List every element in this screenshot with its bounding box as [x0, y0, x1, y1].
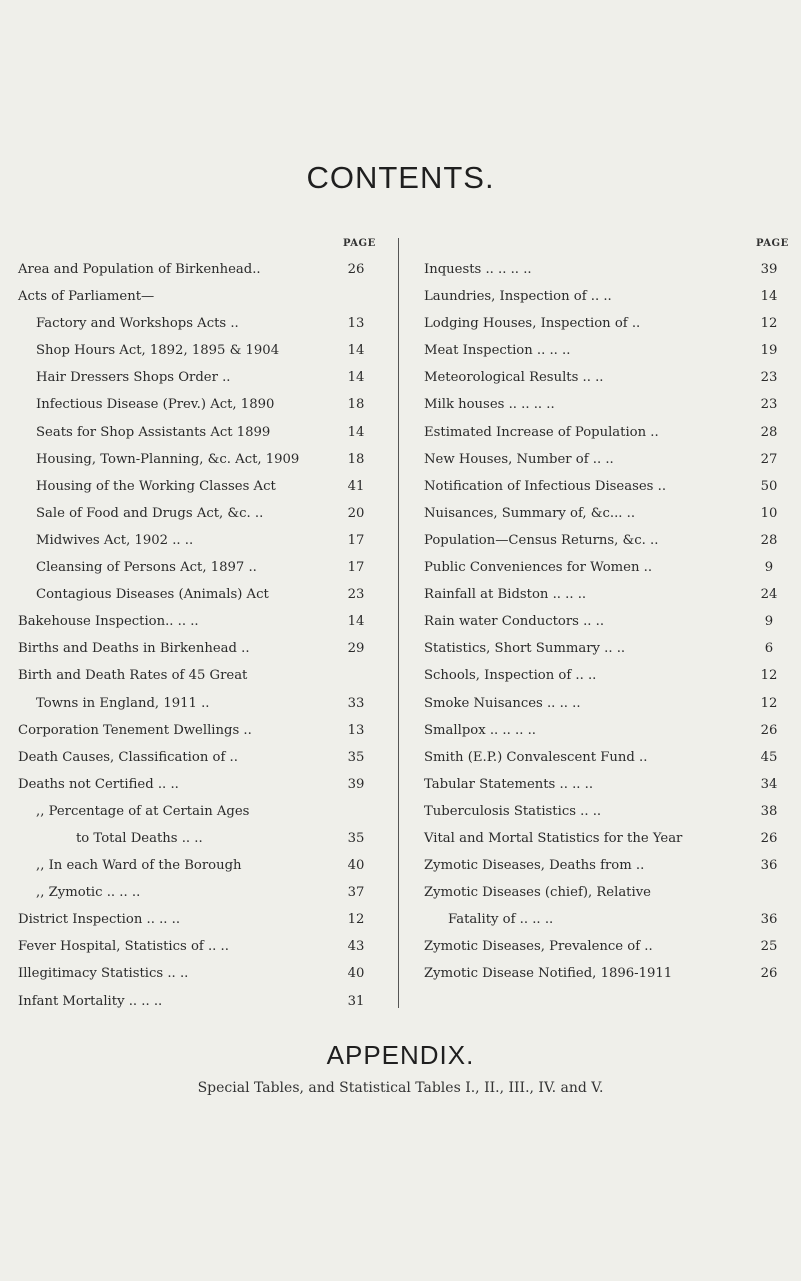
entry-label: Bakehouse Inspection.. .. ..	[18, 614, 199, 630]
contents-left-column	[0, 232, 390, 1015]
entry-page-number: 12	[760, 668, 778, 684]
entry-label: Seats for Shop Assistants Act 1899	[36, 424, 271, 440]
page-column-header: PAGE	[756, 238, 789, 249]
contents-entry	[400, 825, 786, 852]
entry-label: Housing of the Working Classes Act	[36, 478, 276, 494]
entry-label: Zymotic Diseases, Prevalence of ..	[424, 939, 653, 955]
entry-label: New Houses, Number of .. ..	[424, 451, 614, 467]
entry-label: Cleansing of Persons Act, 1897 ..	[36, 560, 257, 576]
contents-entry	[0, 879, 390, 906]
contents-entry	[0, 717, 390, 744]
contents-entry	[400, 581, 786, 608]
entry-label: Population—Census Returns, &c. ..	[424, 532, 659, 548]
entry-page-number: 34	[760, 776, 778, 792]
contents-entry	[400, 419, 786, 446]
entry-page-number: 6	[764, 641, 774, 657]
contents-entry	[400, 446, 786, 473]
entry-label: ,, Percentage of at Certain Ages	[36, 803, 250, 819]
entry-page-number: 23	[760, 397, 778, 413]
contents-entry	[0, 337, 390, 364]
contents-entry	[0, 419, 390, 446]
entry-label: Lodging Houses, Inspection of ..	[424, 316, 641, 332]
entry-label: Housing, Town-Planning, &c. Act, 1909	[36, 451, 300, 467]
entry-label: Estimated Increase of Population ..	[424, 424, 659, 440]
contents-entry	[0, 581, 390, 608]
column-divider	[398, 238, 399, 1008]
entry-label: Fatality of .. .. ..	[448, 912, 554, 928]
contents-entry	[0, 256, 390, 283]
entry-label: Milk houses .. .. .. ..	[424, 397, 555, 413]
entry-label: Illegitimacy Statistics .. ..	[18, 966, 189, 982]
contents-entry	[0, 635, 390, 662]
entry-label: Schools, Inspection of .. ..	[424, 668, 597, 684]
entry-label: District Inspection .. .. ..	[18, 912, 181, 928]
entry-label: ,, In each Ward of the Borough	[36, 858, 242, 874]
contents-entry	[0, 744, 390, 771]
contents-entry	[400, 906, 786, 933]
entry-label: Smallpox .. .. .. ..	[424, 722, 536, 738]
entry-label: Sale of Food and Drugs Act, &c. ..	[36, 505, 264, 521]
entry-page-number: 10	[760, 505, 778, 521]
entry-page-number: 25	[760, 939, 778, 955]
entry-label: Zymotic Diseases (chief), Relative	[424, 885, 651, 901]
entry-label: Notification of Infectious Diseases ..	[424, 478, 667, 494]
entry-label: Infant Mortality .. .. ..	[18, 993, 163, 1009]
entry-page-number: 18	[347, 451, 365, 467]
page-column-header: PAGE	[343, 238, 376, 249]
entry-page-number: 31	[347, 993, 365, 1009]
entry-label: Rain water Conductors .. ..	[424, 614, 605, 630]
entry-label: Laundries, Inspection of .. ..	[424, 289, 612, 305]
contents-entry	[400, 364, 786, 391]
entry-label: Vital and Mortal Statistics for the Year	[424, 830, 683, 846]
entry-label: Acts of Parliament—	[18, 289, 155, 305]
entry-page-number: 17	[347, 532, 365, 548]
entry-label: Statistics, Short Summary .. ..	[424, 641, 626, 657]
contents-entry	[400, 798, 786, 825]
entry-page-number: 14	[347, 614, 365, 630]
entry-label: Tabular Statements .. .. ..	[424, 776, 594, 792]
entry-page-number: 50	[760, 478, 778, 494]
contents-entry	[400, 933, 786, 960]
contents-entry	[400, 960, 786, 987]
contents-entry	[400, 554, 786, 581]
entry-label: Factory and Workshops Acts ..	[36, 316, 239, 332]
entry-page-number: 18	[347, 397, 365, 413]
entry-label: Midwives Act, 1902 .. ..	[36, 532, 194, 548]
entry-label: Death Causes, Classification of ..	[18, 749, 238, 765]
entry-label: Smith (E.P.) Convalescent Fund ..	[424, 749, 648, 765]
entry-page-number: 28	[760, 424, 778, 440]
entry-label: Tuberculosis Statistics .. ..	[424, 803, 602, 819]
entry-page-number: 19	[760, 343, 778, 359]
page-title: CONTENTS.	[306, 160, 495, 195]
entry-label: Corporation Tenement Dwellings ..	[18, 722, 252, 738]
contents-entry	[0, 473, 390, 500]
entry-page-number: 35	[347, 749, 365, 765]
entry-label: ,, Zymotic .. .. ..	[36, 885, 141, 901]
entry-page-number: 26	[760, 830, 778, 846]
entry-label: Meteorological Results .. ..	[424, 370, 604, 386]
contents-entry	[0, 500, 390, 527]
contents-entry	[0, 446, 390, 473]
entry-label: Zymotic Diseases, Deaths from ..	[424, 858, 645, 874]
entry-page-number: 26	[347, 262, 365, 277]
contents-entry	[0, 825, 390, 852]
contents-entry	[400, 879, 786, 906]
contents-entry	[0, 283, 390, 310]
contents-entry	[400, 256, 786, 283]
contents-entry	[0, 527, 390, 554]
entry-label: Fever Hospital, Statistics of .. ..	[18, 939, 229, 955]
entry-label: Hair Dressers Shops Order ..	[36, 370, 231, 386]
entry-page-number: 39	[760, 262, 778, 277]
contents-right-column	[400, 232, 789, 988]
entry-page-number: 12	[760, 695, 778, 711]
contents-entry	[0, 852, 390, 879]
entry-page-number: 43	[347, 939, 365, 955]
entry-page-number: 38	[760, 803, 778, 819]
entry-page-number: 29	[347, 641, 365, 657]
contents-entry	[400, 771, 786, 798]
contents-entry	[0, 960, 390, 987]
entry-page-number: 24	[760, 587, 778, 603]
entry-page-number: 12	[347, 912, 365, 928]
entry-page-number: 14	[760, 289, 778, 305]
entry-page-number: 13	[347, 722, 365, 738]
contents-entry	[400, 391, 786, 418]
entry-label: Nuisances, Summary of, &c... ..	[424, 505, 636, 521]
entry-page-number: 40	[347, 966, 365, 982]
contents-entry	[400, 744, 786, 771]
entry-page-number: 41	[347, 478, 365, 494]
contents-entry	[400, 473, 786, 500]
entry-label: Rainfall at Bidston .. .. ..	[424, 587, 587, 603]
contents-entry	[0, 798, 390, 825]
contents-entry	[400, 635, 786, 662]
entry-page-number: 35	[347, 830, 365, 846]
contents-entry	[0, 364, 390, 391]
entry-page-number: 9	[764, 560, 774, 576]
contents-entry	[0, 906, 390, 933]
entry-label: Public Conveniences for Women ..	[424, 560, 653, 576]
right-entry-list	[400, 256, 786, 988]
entry-page-number: 13	[347, 316, 365, 332]
contents-entry	[400, 690, 786, 717]
entry-label: Birth and Death Rates of 45 Great	[18, 668, 248, 684]
contents-entry	[0, 933, 390, 960]
contents-entry	[400, 283, 786, 310]
contents-entry	[0, 771, 390, 798]
entry-page-number: 27	[760, 451, 778, 467]
entry-page-number: 33	[347, 695, 365, 711]
entry-label: Meat Inspection .. .. ..	[424, 343, 571, 359]
contents-entry	[400, 500, 786, 527]
contents-entry	[400, 310, 786, 337]
contents-entry	[400, 662, 786, 689]
contents-entry	[0, 662, 390, 689]
entry-page-number: 36	[760, 858, 778, 874]
contents-entry	[0, 310, 390, 337]
contents-entry	[0, 391, 390, 418]
entry-page-number: 14	[347, 424, 365, 440]
entry-page-number: 9	[764, 614, 774, 630]
entry-label: Births and Deaths in Birkenhead ..	[18, 641, 250, 657]
contents-entry	[0, 988, 390, 1015]
entry-label: Infectious Disease (Prev.) Act, 1890	[36, 397, 275, 413]
entry-label: Deaths not Certified .. ..	[18, 776, 179, 792]
entry-page-number: 26	[760, 966, 778, 982]
appendix-text: Special Tables, and Statistical Tables I., II., III., IV. and V.	[197, 1080, 604, 1096]
entry-page-number: 45	[760, 749, 778, 765]
entry-label: Shop Hours Act, 1892, 1895 & 1904	[36, 343, 280, 359]
entry-page-number: 14	[347, 370, 365, 386]
entry-label: Smoke Nuisances .. .. ..	[424, 695, 581, 711]
entry-page-number: 23	[347, 587, 365, 603]
contents-entry	[400, 608, 786, 635]
entry-page-number: 40	[347, 858, 365, 874]
entry-page-number: 20	[347, 505, 365, 521]
entry-page-number: 17	[347, 560, 365, 576]
entry-page-number: 37	[347, 885, 365, 901]
entry-page-number: 28	[760, 532, 778, 548]
contents-entry	[400, 527, 786, 554]
entry-page-number: 12	[760, 316, 778, 332]
entry-page-number: 14	[347, 343, 365, 359]
contents-entry	[0, 554, 390, 581]
contents-entry	[400, 852, 786, 879]
left-entry-list	[0, 256, 390, 1015]
entry-page-number: 39	[347, 776, 365, 792]
entry-page-number: 36	[760, 912, 778, 928]
entry-page-number: 23	[760, 370, 778, 386]
entry-label: Area and Population of Birkenhead..	[18, 262, 261, 277]
entry-label: Zymotic Disease Notified, 1896-1911	[424, 966, 673, 982]
entry-label: Towns in England, 1911 ..	[36, 695, 210, 711]
entry-page-number: 26	[760, 722, 778, 738]
contents-entry	[400, 337, 786, 364]
appendix-title: APPENDIX.	[326, 1040, 475, 1070]
entry-label: Inquests .. .. .. ..	[424, 262, 532, 277]
entry-label: Contagious Diseases (Animals) Act	[36, 587, 269, 603]
contents-entry	[400, 717, 786, 744]
entry-label: to Total Deaths .. ..	[76, 830, 203, 846]
contents-entry	[0, 690, 390, 717]
contents-entry	[0, 608, 390, 635]
